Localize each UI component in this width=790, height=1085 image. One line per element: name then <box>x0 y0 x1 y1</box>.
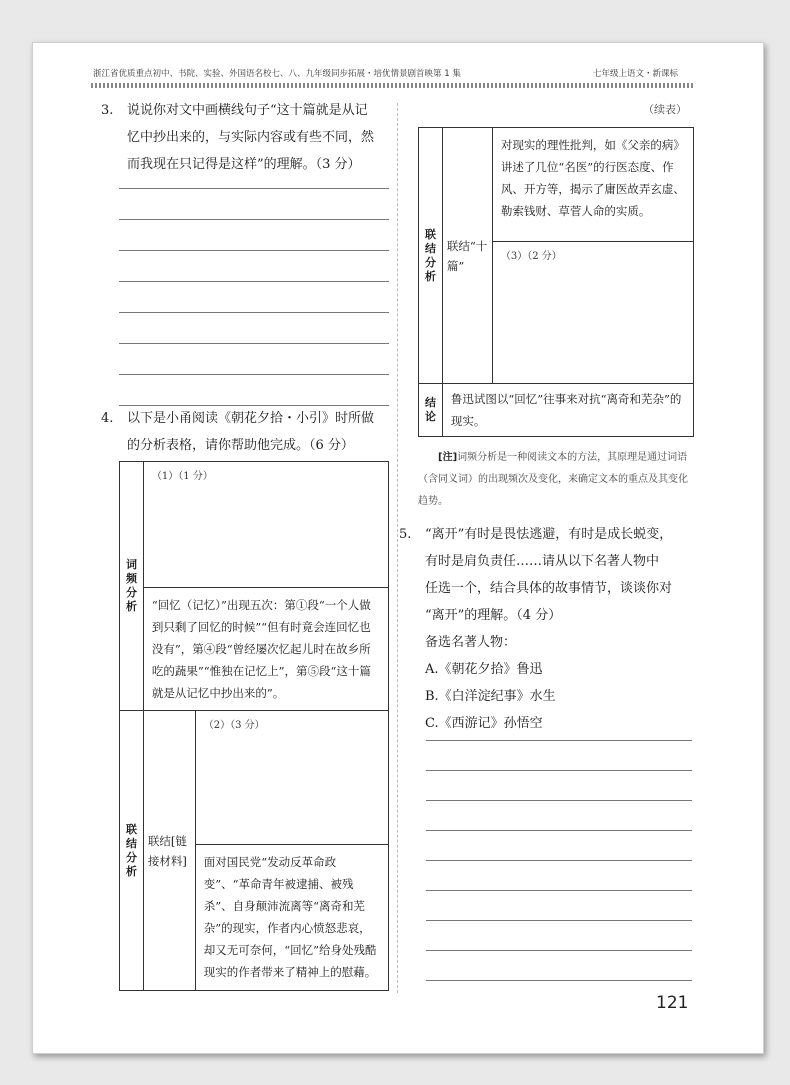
header-divider <box>91 83 695 88</box>
answer-cell-1[interactable] <box>143 462 388 588</box>
answer-cell-1-mark: （1）（1 分） <box>151 471 213 482</box>
answer-line[interactable] <box>426 980 692 981</box>
critique-text-cell <box>492 128 693 242</box>
answer-line[interactable] <box>426 770 692 771</box>
answer-line[interactable] <box>426 950 692 951</box>
question-5-line: “离开”的理解。（4 分） <box>425 608 562 623</box>
table-label-connection: 联 结 分 析 <box>120 711 144 991</box>
note-text: 词频分析是一种阅读文本的方法，其原理是通过词语（含同义词）的出现频次及变化，来确定文本的重点及其变化趋势。 <box>418 452 688 507</box>
material-text: 面对国民党“发动反革命政变”、“革命青年被逮捕、被残杀”、自身颠沛流离等“离奇和芜杂”的现实，作者内心愤怒悲哀，却又无可奈何，“回忆”给身处残酷现实的作者带来了精神上的慰藉。 <box>203 855 377 979</box>
connection-material-label: 联结[链接材料] <box>143 711 195 991</box>
question-5-line: 有时是肩负责任……请从以下名著人物中 <box>425 554 660 569</box>
table-label-connection: 联 结 分 析 <box>419 128 443 384</box>
answer-cell-2[interactable] <box>195 711 388 845</box>
question-3-line: 忆中抄出来的，与实际内容或有些不同，然 <box>127 130 375 145</box>
note-tag: [注] <box>438 452 458 463</box>
question-3 <box>101 97 401 178</box>
answer-line[interactable] <box>426 920 692 921</box>
question-5-number: 5. <box>399 527 412 542</box>
answer-line[interactable] <box>426 890 692 891</box>
question-4-line: 以下是小甬阅读《朝花夕拾・小引》时所做 <box>127 411 375 426</box>
answer-line[interactable] <box>119 312 389 313</box>
answer-cell-2-mark: （2）（3 分） <box>203 720 265 731</box>
header-grade-subject: 七年级上语文・新课标 <box>593 69 679 79</box>
frequency-text: “回忆（记忆）”出现五次：第①段“一个人做到只剩了回忆的时候”“但有时竟会连回忆也没有”，第④段“曾经屡次忆起儿时在故乡所吃的蔬果”“惟独在记忆上”，第⑤段“这十篇就是从记忆中抄出来的”。 <box>151 598 371 700</box>
material-text-cell <box>195 845 388 991</box>
page <box>32 42 764 1054</box>
question-3-number: 3. <box>101 103 114 118</box>
answer-line[interactable] <box>426 860 692 861</box>
connection-ten-essays-label: 联结“十篇” <box>442 128 492 384</box>
question-5 <box>399 521 699 737</box>
answer-line[interactable] <box>119 250 389 251</box>
answer-line[interactable] <box>119 219 389 220</box>
note <box>418 447 696 513</box>
answer-area-q5[interactable] <box>426 740 692 990</box>
question-4 <box>101 405 401 459</box>
conclusion-text-cell <box>442 384 693 437</box>
answer-area-q3[interactable] <box>119 188 389 408</box>
conclusion-text: 鲁迅试图以“回忆”往事来对抗“离奇和芜杂”的现实。 <box>450 392 682 428</box>
question-3-line: 说说你对文中画横线句子“这十篇就是从记 <box>127 103 368 118</box>
question-4-number: 4. <box>101 411 114 426</box>
answer-cell-3[interactable] <box>492 242 693 384</box>
option-b: B.《白洋淀纪事》水生 <box>425 689 556 704</box>
answer-line[interactable] <box>426 830 692 831</box>
column-divider <box>397 103 398 993</box>
continued-label: （续表） <box>643 103 687 116</box>
answer-line[interactable] <box>426 740 692 741</box>
option-a: A.《朝花夕拾》鲁迅 <box>425 662 543 677</box>
answer-cell-3-mark: （3）（2 分） <box>500 251 562 262</box>
question-4-line: 的分析表格，请你帮助他完成。（6 分） <box>127 438 354 453</box>
question-5-line: 任选一个，结合具体的故事情节，谈谈你对 <box>425 581 673 596</box>
answer-line[interactable] <box>119 374 389 375</box>
analysis-table-left <box>119 461 389 991</box>
answer-line[interactable] <box>426 800 692 801</box>
question-5-line: “离开”有时是畏怯逃避，有时是成长蜕变， <box>425 527 673 542</box>
question-3-line: 而我现在只记得是这样”的理解。（3 分） <box>127 157 361 172</box>
table-label-word-frequency: 词 频 分 析 <box>120 462 144 711</box>
critique-text: 对现实的理性批判，如《父亲的病》讲述了几位“名医”的行医态度、作风、开方等，揭示了庸医故弄玄虚、勒索钱财、草菅人命的实质。 <box>500 138 685 218</box>
answer-line[interactable] <box>119 281 389 282</box>
frequency-text-cell <box>143 588 388 711</box>
page-number: 121 <box>656 993 689 1013</box>
candidates-prompt: 备选名著人物： <box>425 635 517 650</box>
answer-line[interactable] <box>119 343 389 344</box>
option-c: C.《西游记》孙悟空 <box>425 716 543 731</box>
answer-line[interactable] <box>119 188 389 189</box>
header-series-title: 浙江省优质重点初中、书院、实验、外国语名校七、八、九年级同步拓展・培优情景剧首映第 1 集 <box>93 69 461 79</box>
analysis-table-right <box>418 127 694 437</box>
table-label-conclusion: 结 论 <box>419 384 443 437</box>
